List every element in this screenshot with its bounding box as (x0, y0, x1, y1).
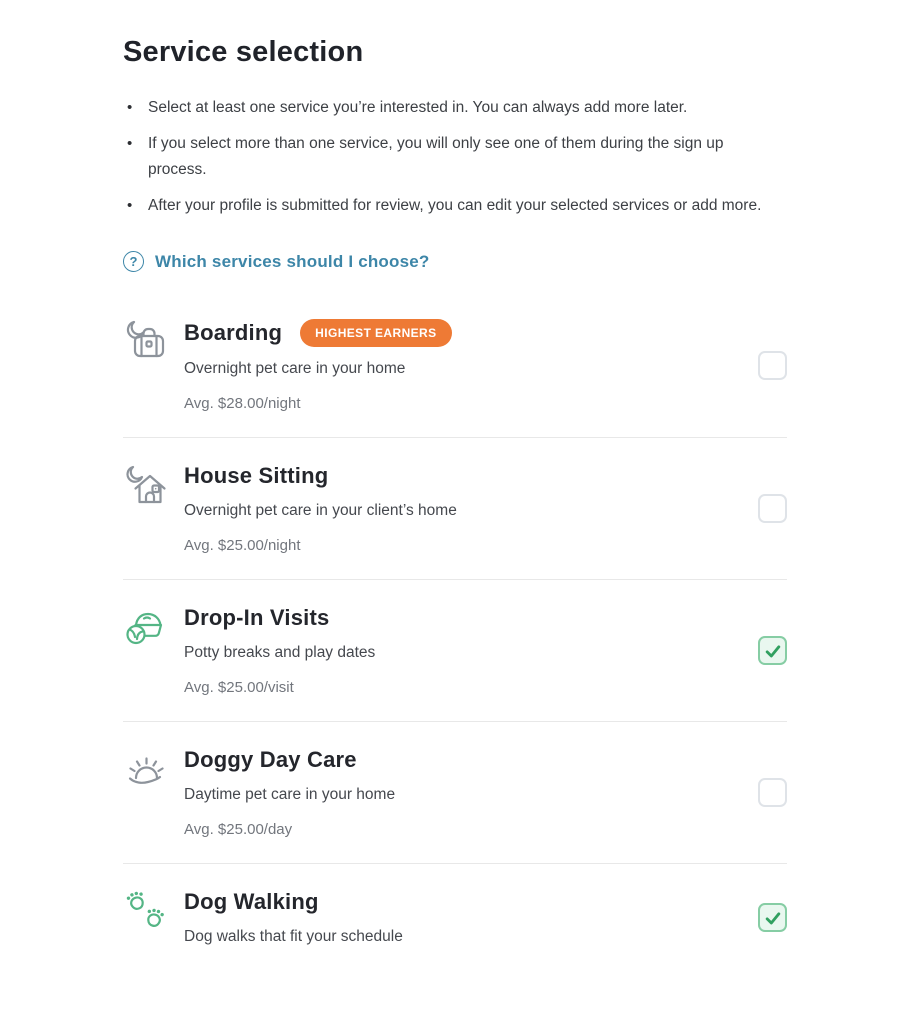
service-row-house-sitting (123, 437, 787, 579)
instruction-bullet: • If you select more than one service, you will only see one of them during the sign up process. (123, 131, 773, 183)
service-description: Overnight pet care in your client’s home (184, 502, 457, 519)
service-list (123, 294, 787, 971)
moon-house-icon (123, 463, 169, 509)
highest-earners-badge: HIGHEST EARNERS (300, 319, 451, 347)
bowl-tennis-ball-icon (123, 605, 169, 651)
moon-suitcase-icon (123, 319, 169, 365)
drop-in-visits-checkbox[interactable] (758, 636, 787, 665)
service-name: Boarding (184, 320, 283, 345)
which-services-help-link[interactable] (123, 251, 787, 272)
service-price: Avg. $28.00/night (184, 395, 301, 412)
service-description: Overnight pet care in your home (184, 360, 406, 377)
service-row-dog-walking (123, 863, 787, 971)
doggy-day-care-checkbox[interactable] (758, 778, 787, 807)
house-sitting-checkbox[interactable] (758, 494, 787, 523)
sunrise-icon (123, 747, 169, 793)
dog-walking-checkbox[interactable] (758, 903, 787, 932)
boarding-checkbox[interactable] (758, 351, 787, 380)
service-description: Daytime pet care in your home (184, 786, 396, 803)
question-circle-icon: ? (123, 251, 144, 272)
service-name: Doggy Day Care (184, 747, 357, 772)
help-link-label: Which services should I choose? (155, 251, 430, 271)
service-description: Potty breaks and play dates (184, 644, 376, 661)
service-row-doggy-day-care (123, 721, 787, 863)
service-row-boarding (123, 294, 787, 437)
service-description: Dog walks that fit your schedule (184, 928, 403, 945)
service-price: Avg. $25.00/visit (184, 679, 294, 696)
instruction-bullet: • Select at least one service you’re interested in. You can always add more later. (123, 95, 773, 121)
page-title: Service selection (123, 36, 364, 68)
instruction-list (123, 95, 787, 219)
service-price: Avg. $25.00/day (184, 821, 293, 838)
service-price: Avg. $25.00/night (184, 537, 301, 554)
paw-prints-icon (123, 889, 169, 935)
service-name: Drop-In Visits (184, 605, 330, 630)
service-name: Dog Walking (184, 889, 319, 914)
instruction-bullet: • After your profile is submitted for review, you can edit your selected services or add more. (123, 193, 773, 219)
service-row-drop-in-visits (123, 579, 787, 721)
service-name: House Sitting (184, 463, 329, 488)
